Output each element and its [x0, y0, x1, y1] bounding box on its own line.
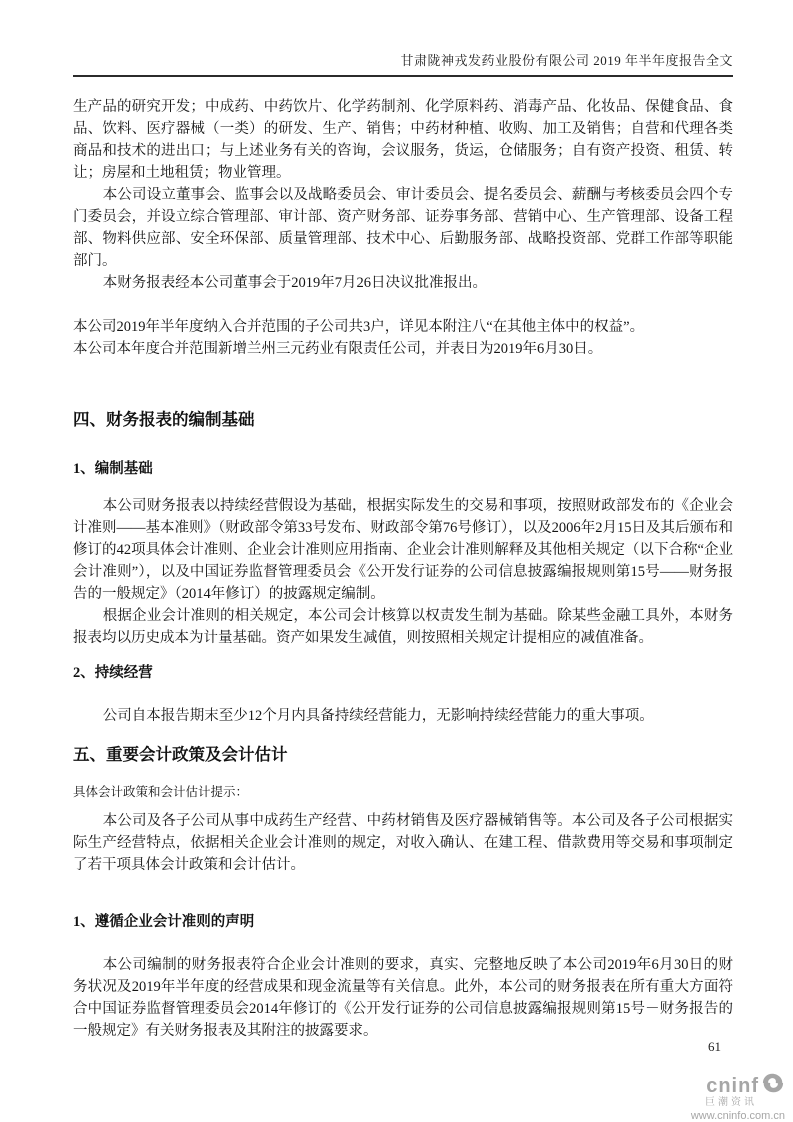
section-4-2-title: 2、持续经营 [73, 665, 153, 681]
cninfo-logo-brand-text: cninf [706, 1074, 759, 1097]
paragraph-business-scope: 生产品的研究开发；中成药、中药饮片、化学药制剂、化学原料药、消毒产品、化妆品、保健食品、食品、饮料、医疗器械（一类）的研发、生产、销售；中药材种植、收购、加工及销售；自营和代理各类商品和技术的进出口；与上述业务有关的咨询，会议服务，货运，仓储服务；自有资产投资、租赁、转让；房屋和土地租赁；物业管理。 [73, 99, 733, 181]
paragraph-policy-note: 具体会计政策和会计估计提示： [73, 785, 249, 799]
section-5-1-title: 1、遵循企业会计准则的声明 [73, 914, 255, 930]
paragraph-consolidation-scope: 本公司2019年半年度纳入合并范围的子公司共3户，详见本附注八“在其他主体中的权益”。 [73, 319, 645, 335]
paragraph-preparation-basis: 本公司财务报表以持续经营假设为基础，根据实际发生的交易和事项，按照财政部发布的《企业会计准则——基本准则》（财政部令第33号发布、财政部令第76号修订），以及2006年2月15日及其后颁布和修订的42项具体会计准则、企业会计准则应用指南、企业会计准则解释及其他相关规定（以下合称“企业会计准则”），以及中国证券监督管理委员会《公开发行证券的公司信息披露编报规则第15号——财务报告的一般规定》（2014年修订）的披露规定编制。 [73, 498, 733, 602]
section-5-title: 五、重要会计政策及会计估计 [73, 745, 288, 764]
paragraph-report-approval: 本财务报表经本公司董事会于2019年7月26日决议批准报出。 [102, 275, 487, 291]
page-header [73, 0, 733, 77]
paragraph-accrual-basis: 根据企业会计准则的相关规定，本公司会计核算以权责发生制为基础。除某些金融工具外，本财务报表均以历史成本为计量基础。资产如果发生减值，则按照相关规定计提相应的减值准备。 [73, 608, 733, 646]
cninfo-logo-url: www.cninfo.com.cn [690, 1110, 785, 1122]
header-rule [73, 75, 733, 77]
paragraph-going-concern: 公司自本报告期末至少12个月内具备持续经营能力，无影响持续经营能力的重大事项。 [102, 708, 654, 724]
paragraph-specific-policies: 本公司及各子公司从事中成药生产经营、中药材销售及医疗器械销售等。本公司及各子公司根据实际生产经营特点，依据相关企业会计准则的规定，对收入确认、在建工程、借款费用等交易和事项制定了若干项具体会计政策和会计估计。 [73, 813, 733, 873]
section-4-1-title: 1、编制基础 [73, 461, 153, 477]
page-number: 61 [708, 1039, 721, 1054]
cninfo-logo [691, 1072, 785, 1122]
paragraph-new-subsidiary: 本公司本年度合并范围新增兰州三元药业有限责任公司，并表日为2019年6月30日。 [73, 341, 603, 357]
cninfo-logo-caption: 巨潮资讯 [705, 1097, 757, 1108]
cninfo-swirl-icon [761, 1072, 785, 1099]
report-header-title: 甘肃陇神戎发药业股份有限公司 2019 年半年度报告全文 [400, 53, 733, 68]
section-4-title: 四、财务报表的编制基础 [73, 410, 255, 429]
paragraph-compliance-statement: 本公司编制的财务报表符合企业会计准则的要求，真实、完整地反映了本公司2019年6月30日的财务状况及2019年半年度的经营成果和现金流量等有关信息。此外，本公司的财务报表在所有重大方面符合中国证券监督管理委员会2014年修订的《公开发行证券的公司信息披露编报规则第15号－财务报告的一般规定》有关财务报表及其附注的披露要求。 [73, 957, 733, 1039]
paragraph-governance-structure: 本公司设立董事会、监事会以及战略委员会、审计委员会、提名委员会、薪酬与考核委员会四个专门委员会，并设立综合管理部、审计部、资产财务部、证券事务部、营销中心、生产管理部、设备工程部、物料供应部、安全环保部、质量管理部、技术中心、后勤服务部、战略投资部、党群工作部等职能部门。 [73, 187, 733, 269]
